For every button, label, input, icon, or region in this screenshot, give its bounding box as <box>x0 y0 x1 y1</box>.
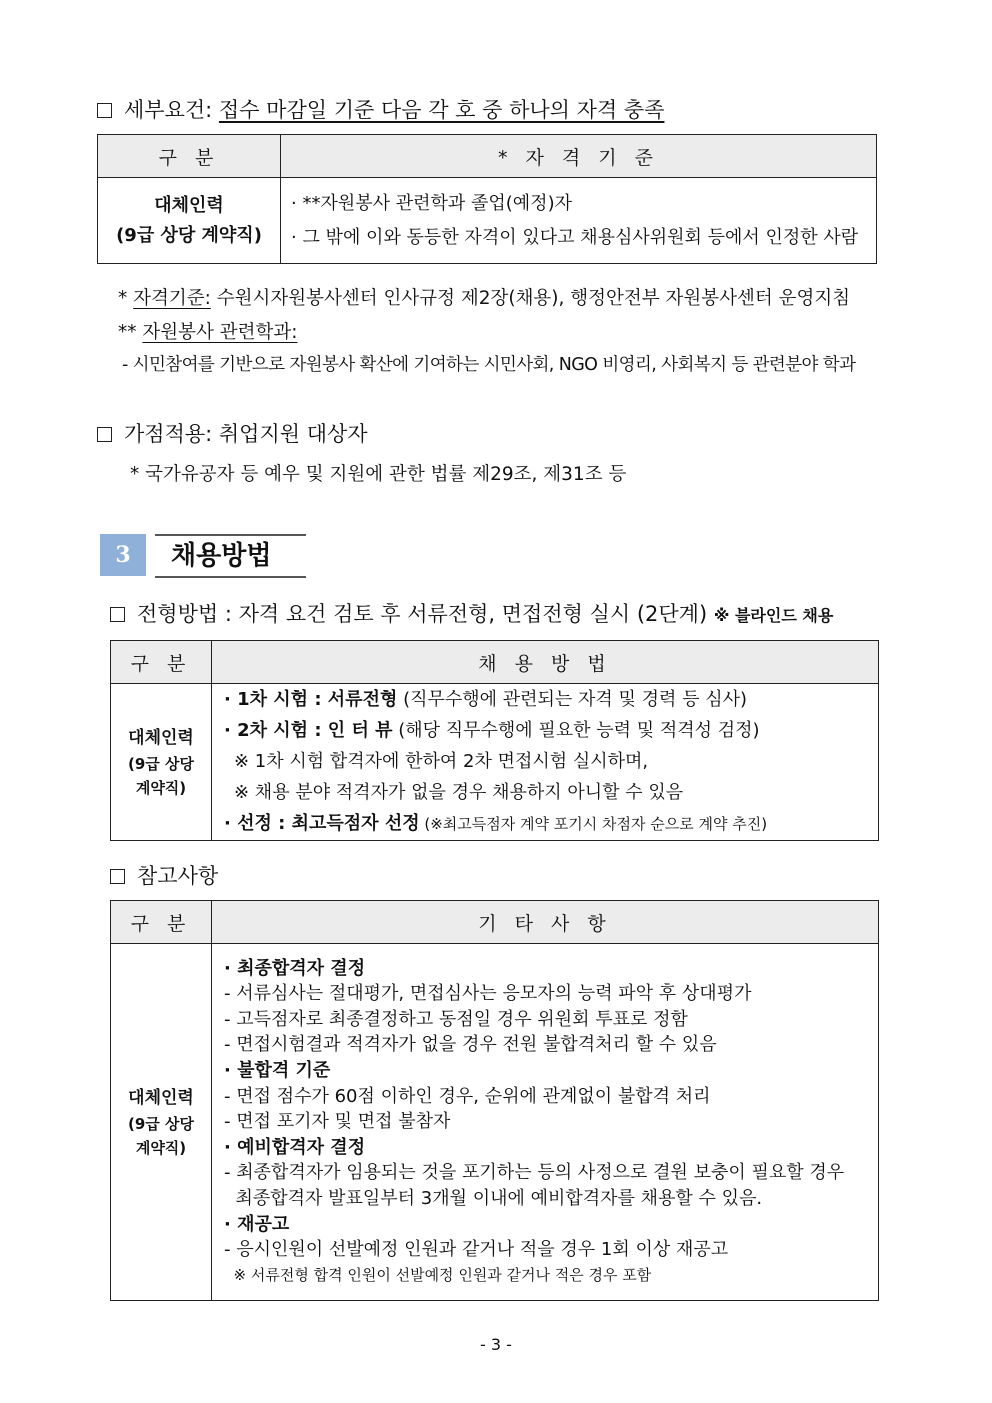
section-reference <box>110 860 218 890</box>
reference-item: - 면접 점수가 60점 이하인 경우, 순위에 관계없이 불합격 처리 <box>224 1085 711 1107</box>
blind-hiring-note: ※ 블라인드 채용 <box>713 606 834 625</box>
method-cell <box>212 684 879 841</box>
reference-item: - 서류심사는 절대평가, 면접심사는 응모자의 능력 파악 후 상대평가 <box>224 983 752 1005</box>
table-header-method: 채 용 방 법 <box>212 641 879 684</box>
note-related-majors-detail: - 시민참여를 기반으로 자원봉사 확산에 기여하는 시민사회, NGO 비영리, 사회복지 등 관련분야 학과 <box>122 355 856 375</box>
row-category-line2: (9급 상당 <box>128 754 194 773</box>
qualification-table <box>97 134 877 264</box>
table-header-category: 구 분 <box>111 901 212 944</box>
table-header-category: 구 분 <box>98 135 281 178</box>
reference-item: - 응시인원이 선발예정 인원과 같거나 적을 경우 1회 이상 재공고 <box>224 1239 729 1261</box>
note-text: 수원시자원봉사센터 인사규정 제2장(채용), 행정안전부 자원봉사센터 운영지침 <box>216 288 851 309</box>
section-title-hiring-method: 채용방법 <box>155 534 306 578</box>
criteria-cell <box>281 178 877 264</box>
section-title: 참고사항 <box>137 864 219 888</box>
reference-item: - 면접 포기자 및 면접 불참자 <box>224 1111 451 1133</box>
table-header-etc: 기 타 사 항 <box>212 901 879 944</box>
reference-item: - 최종합격자가 임용되는 것을 포기하는 등의 사정으로 결원 보충이 필요할 경우 <box>224 1162 845 1184</box>
note-star: ** <box>118 322 137 343</box>
note-related-majors <box>118 318 297 344</box>
note-label: 자격기준: <box>133 288 211 309</box>
reference-heading: · 최종합격자 결정 <box>224 957 366 979</box>
note-label: 자원봉사 관련학과: <box>142 322 298 343</box>
section-title: 전형방법 : 자격 요건 검토 후 서류전형, 면접전형 실시 (2단계) <box>137 602 708 626</box>
row-category-line2: (9급 상당 <box>128 1114 194 1133</box>
reference-item: ※ 서류전형 합격 인원이 선발예정 인원과 같거나 적은 경우 포함 <box>224 1265 652 1284</box>
section-label: 세부요건: <box>124 98 213 122</box>
reference-item: - 고득점자로 최종결정하고 동점일 경우 위원회 투표로 정함 <box>224 1008 688 1030</box>
reference-heading: · 불합격 기준 <box>224 1060 331 1082</box>
section-detail-requirements <box>97 94 664 124</box>
row-category-line1: 대체인력 <box>128 1087 194 1108</box>
method-line-5: · 선정 : 최고득점자 선정 (※최고득점자 계약 포기시 차점자 순으로 계약 추진) <box>224 813 768 834</box>
section-selection-method <box>110 598 833 628</box>
criteria-item: · **자원봉사 관련학과 졸업(예정)자 <box>291 192 572 214</box>
section-bonus-points <box>97 418 368 448</box>
row-category <box>98 178 281 264</box>
table-header-category: 구 분 <box>111 641 212 684</box>
section-title: 가점적용: 취업지원 대상자 <box>124 422 368 446</box>
table-header-criteria: * 자 격 기 준 <box>281 135 877 178</box>
checkbox-square-icon <box>97 103 112 118</box>
note-star: * <box>118 288 128 309</box>
page-number: - 3 - <box>480 1335 512 1354</box>
reference-cell <box>212 944 879 1301</box>
method-line-2: · 2차 시험 : 인 터 뷰 (해당 직무수행에 필요한 능력 및 적격성 검정) <box>224 720 760 741</box>
method-line-1: · 1차 시험 : 서류전형 (직무수행에 관련되는 자격 및 경력 등 심사) <box>224 689 748 710</box>
note-qualification-basis <box>118 284 850 310</box>
checkbox-square-icon <box>97 427 112 442</box>
reference-heading: · 재공고 <box>224 1213 290 1235</box>
row-category-line3: 계약직) <box>135 778 187 797</box>
reference-item: - 면접시험결과 적격자가 없을 경우 전원 불합격처리 할 수 있음 <box>224 1034 717 1056</box>
bonus-note: * 국가유공자 등 예우 및 지원에 관한 법률 제29조, 제31조 등 <box>130 464 627 485</box>
row-category <box>111 944 212 1301</box>
reference-heading: · 예비합격자 결정 <box>224 1136 366 1158</box>
row-category <box>111 684 212 841</box>
method-line-4: ※ 채용 분야 적격자가 없을 경우 채용하지 아니할 수 있음 <box>234 782 684 803</box>
checkbox-square-icon <box>110 869 125 884</box>
criteria-item: · 그 밖에 이와 동등한 자격이 있다고 채용심사위원회 등에서 인정한 사람 <box>291 226 859 248</box>
method-line-3: ※ 1차 시험 합격자에 한하여 2차 면접시험 실시하며, <box>234 751 649 772</box>
row-category-line2: (9급 상당 계약직) <box>116 224 262 246</box>
row-category-line3: 계약직) <box>135 1138 187 1157</box>
section-number-badge: 3 <box>100 534 146 576</box>
reference-item: 최종합격자 발표일부터 3개월 이내에 예비합격자를 채용할 수 있음. <box>224 1187 763 1209</box>
checkbox-square-icon <box>110 607 125 622</box>
hiring-method-table <box>110 640 879 841</box>
row-category-line1: 대체인력 <box>128 727 194 748</box>
row-category-line1: 대체인력 <box>154 194 224 216</box>
reference-table <box>110 900 879 1301</box>
section-text: 접수 마감일 기준 다음 각 호 중 하나의 자격 충족 <box>218 98 665 122</box>
